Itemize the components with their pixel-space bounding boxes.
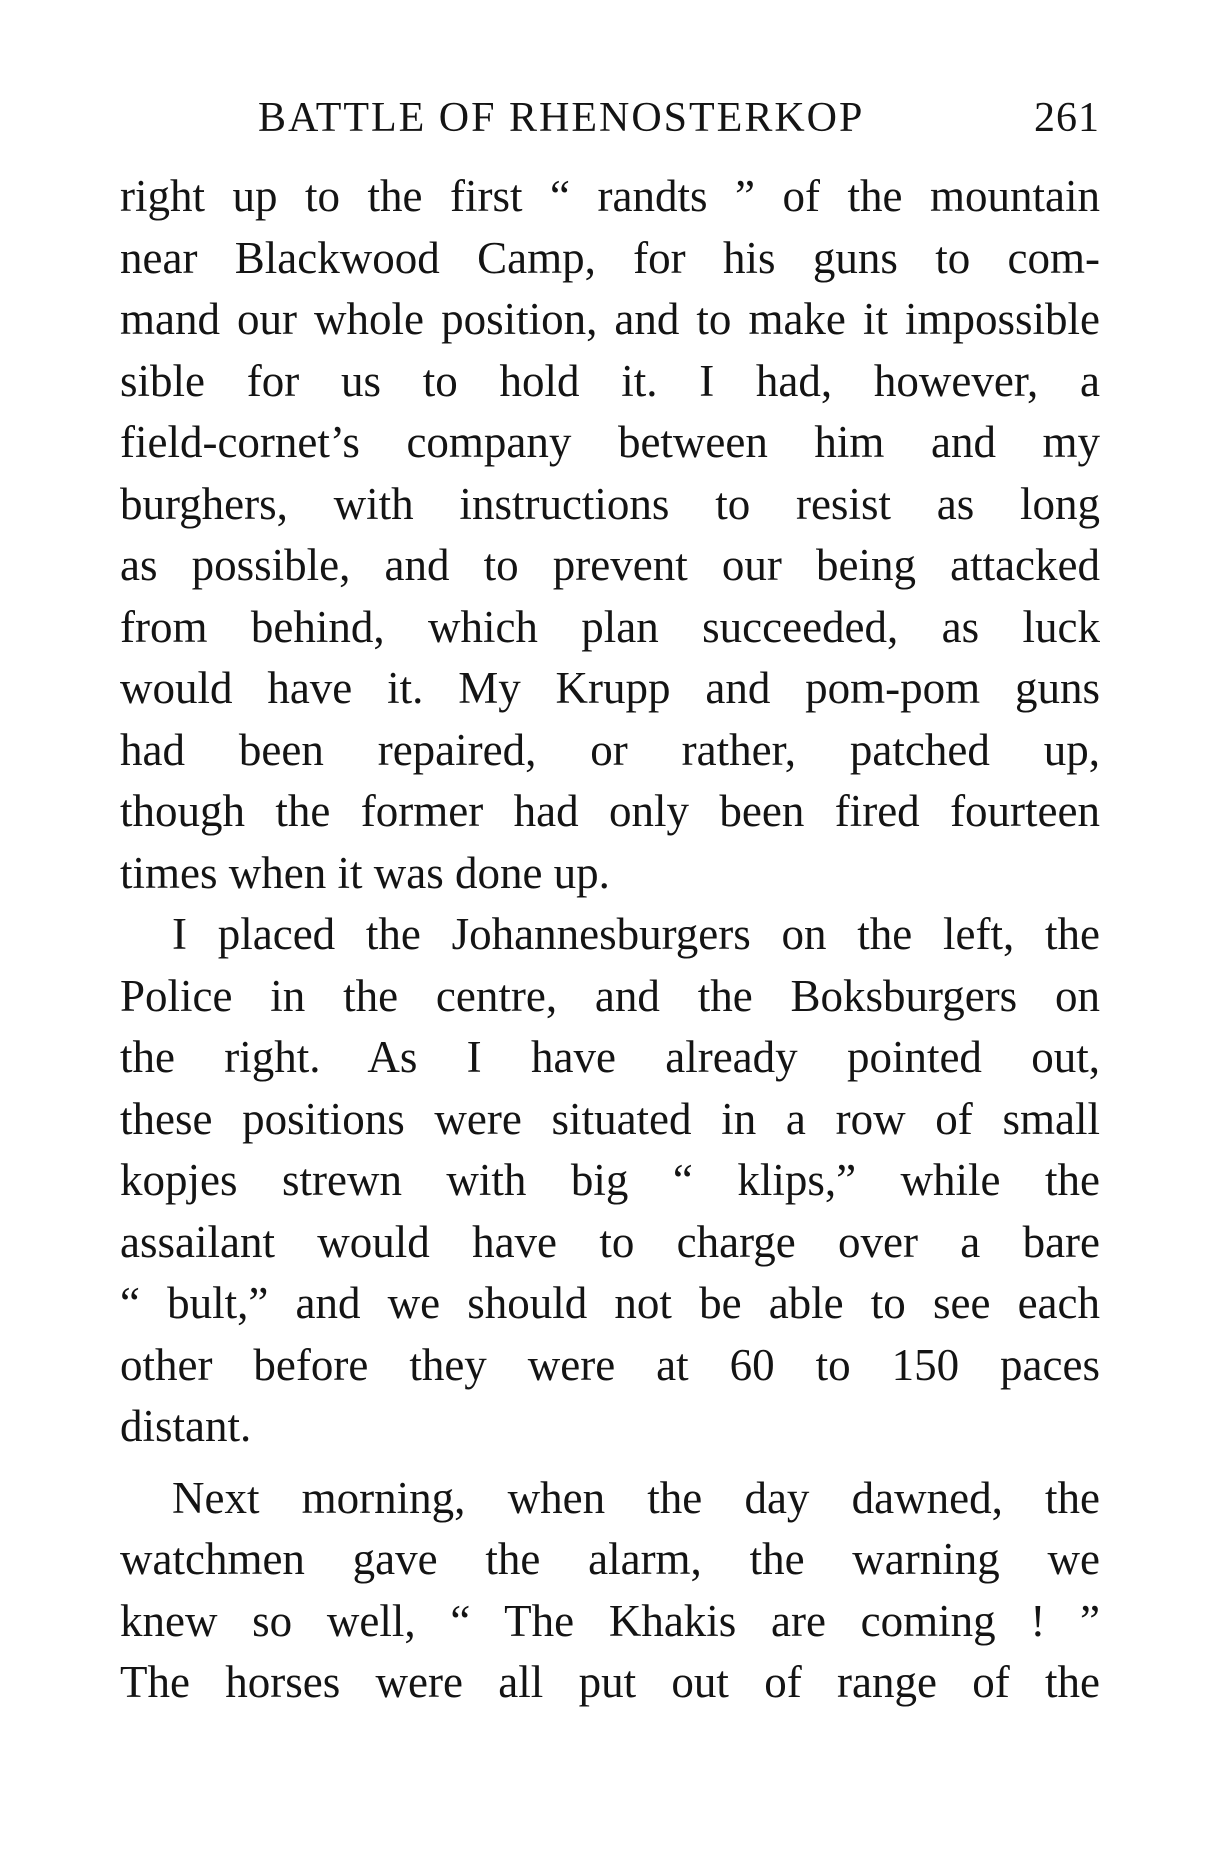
text-line: right up to the first “ randts ” of the mountain — [120, 171, 1100, 221]
text-line: kopjes strewn with big “ klips,” while the — [120, 1155, 1100, 1205]
text-line: had been repaired, or rather, patched up, — [120, 724, 1100, 775]
text-line: knew so well, “ The Khakis are coming ! ” — [120, 1595, 1100, 1646]
paragraph-end-line: times when it was done up. — [120, 847, 610, 898]
running-head — [120, 86, 1100, 146]
text-line: field-cornet’s company between him and my — [120, 417, 1100, 467]
text-line: Police in the centre, and the Boksburgers on — [120, 970, 1100, 1021]
page-number: 261 — [1034, 95, 1100, 141]
text-line: assailant would have to charge over a bare — [120, 1216, 1100, 1267]
paragraph-start-line: I placed the Johannesburgers on the left, the — [172, 909, 1100, 959]
text-line: other before they were at 60 to 150 paces — [120, 1339, 1100, 1390]
text-line: from behind, which plan succeeded, as luck — [120, 601, 1100, 652]
text-line: though the former had only been fired fourteen — [120, 786, 1100, 836]
text-line: the right. As I have already pointed out, — [120, 1032, 1100, 1082]
text-line: sible for us to hold it. I had, however, a — [120, 355, 1100, 406]
text-line: watchmen gave the alarm, the warning we — [120, 1534, 1100, 1584]
text-line: “ bult,” and we should not be able to see each — [120, 1278, 1100, 1328]
running-title: BATTLE OF RHENOSTERKOP — [258, 95, 865, 141]
text-line: The horses were all put out of range of the — [120, 1657, 1100, 1707]
paragraph-end-line: distant. — [120, 1401, 252, 1451]
text-line: mand our whole position, and to make it impossible — [120, 294, 1100, 344]
text-line: near Blackwood Camp, for his guns to com- — [120, 232, 1100, 283]
text-line: as possible, and to prevent our being attacked — [120, 540, 1100, 590]
body-text — [120, 166, 1100, 1714]
text-line: these positions were situated in a row of small — [120, 1093, 1100, 1144]
text-line: would have it. My Krupp and pom-pom guns — [120, 663, 1100, 713]
text-line: burghers, with instructions to resist as long — [120, 478, 1100, 529]
paragraph-start-line: Next morning, when the day dawned, the — [172, 1472, 1100, 1523]
